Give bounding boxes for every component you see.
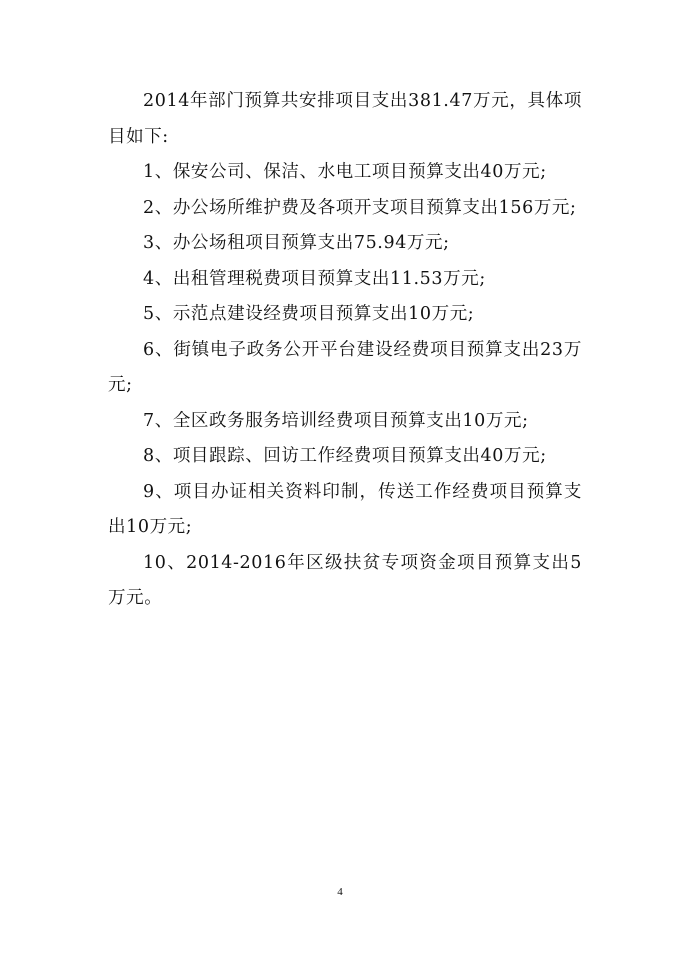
list-item-6: 6、街镇电子政务公开平台建设经费项目预算支出23万元; [108,339,582,395]
list-item-8: 8、项目跟踪、回访工作经费项目预算支出40万元; [143,446,547,466]
list-item-4: 4、出租管理税费项目预算支出11.53万元; [143,268,486,289]
list-item-1: 1、保安公司、保洁、水电工项目预算支出40万元; [143,162,547,182]
list-item-5: 5、示范点建设经费项目预算支出10万元; [143,304,475,324]
intro-paragraph: 2014年部门预算共安排项目支出381.47万元，具体项目如下: [108,91,582,147]
list-item-7: 7、全区政务服务培训经费项目预算支出10万元; [143,410,529,431]
list-item-3: 3、办公场租项目预算支出75.94万元; [143,233,450,253]
list-item-10: 10、2014-2016年区级扶贫专项资金项目预算支出5万元。 [108,552,582,608]
list-item-9: 9、项目办证相关资料印制，传送工作经费项目预算支出10万元; [108,481,582,537]
page-number: 4 [337,886,343,898]
list-item-2: 2、办公场所维护费及各项开支项目预算支出156万元; [143,197,577,218]
body-text [108,84,582,617]
